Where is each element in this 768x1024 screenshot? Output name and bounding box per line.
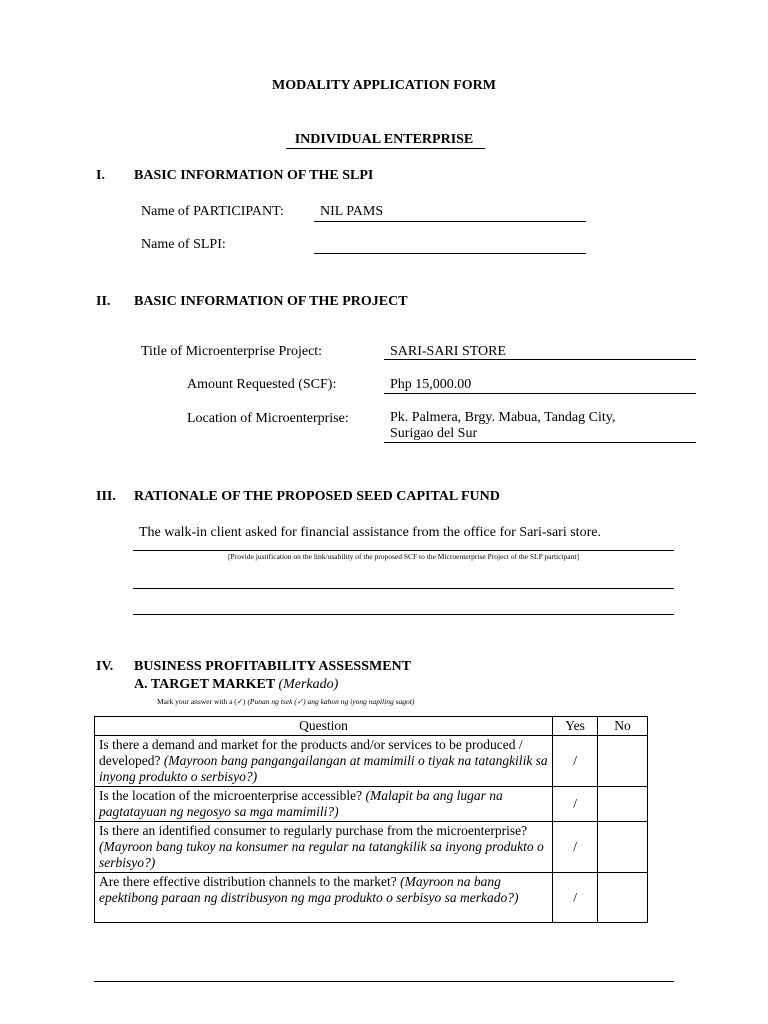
rationale-instruction: [Provide justification on the link/usability of the proposed SCF to the Microenterprise Project of the SLP participant]: [228, 552, 579, 561]
question-text: Is there an identified consumer to regularly purchase from the microenterprise?: [99, 823, 528, 838]
table-row: [95, 787, 648, 822]
rationale-line-3: [133, 614, 674, 615]
question-text: Are there effective distribution channels to the market?: [99, 874, 397, 889]
section-1-number: I.: [96, 168, 105, 183]
question-cell: [95, 736, 553, 787]
section-3-heading: RATIONALE OF THE PROPOSED SEED CAPITAL FUND: [134, 489, 500, 504]
section-2-heading: BASIC INFORMATION OF THE PROJECT: [134, 294, 408, 309]
no-checkbox[interactable]: [598, 873, 648, 923]
question-text-filipino: (Mayroon na bang epektibong paraan ng distribusyon ng mga produkto o serbisyo sa merkado?): [99, 874, 519, 905]
no-checkbox[interactable]: [598, 822, 648, 873]
mark-instruction-fil: (Punan ng tsek (✓) ang kahon ng iyong napiling sagot): [247, 697, 415, 706]
location-field-line-1[interactable]: Pk. Palmera, Brgy. Mabua, Tandag City,: [390, 410, 616, 425]
location-field-line-2[interactable]: Surigao del Sur: [390, 426, 478, 441]
project-title-label: Title of Microenterprise Project:: [141, 344, 323, 359]
question-text: Is there a demand and market for the products and/or services to be produced / developed?: [99, 737, 523, 768]
participant-label: Name of PARTICIPANT:: [141, 204, 284, 219]
participant-underline: [314, 221, 586, 222]
header-yes: Yes: [553, 717, 598, 736]
question-text-filipino: (Mayroon bang pangangailangan at mamimili o tiyak na tatangkilik sa inyong produkto o serbisyo?): [99, 753, 548, 784]
mark-instruction: [157, 697, 414, 706]
rationale-line-1: [133, 550, 674, 551]
form-title: MODALITY APPLICATION FORM: [272, 78, 496, 93]
amount-label: Amount Requested (SCF):: [187, 377, 337, 392]
amount-underline: [384, 393, 696, 394]
amount-field[interactable]: Php 15,000.00: [390, 377, 472, 392]
section-2-number: II.: [96, 294, 111, 309]
no-checkbox[interactable]: [598, 736, 648, 787]
rationale-text[interactable]: The walk-in client asked for financial assistance from the office for Sari-sari store.: [139, 525, 601, 540]
no-checkbox[interactable]: [598, 787, 648, 822]
location-underline: [384, 442, 696, 443]
table-row: [95, 736, 648, 787]
project-title-underline: [384, 359, 696, 360]
yes-checkbox[interactable]: /: [553, 787, 598, 822]
footer-divider: [94, 981, 674, 982]
section-3-number: III.: [96, 489, 116, 504]
table-row: [95, 873, 648, 923]
target-market-filipino: (Merkado): [278, 677, 339, 692]
slpi-label: Name of SLPI:: [141, 237, 226, 252]
target-market-subheading: [134, 677, 338, 693]
question-text-filipino: (Mayroon bang tukoy na konsumer na regular na tatangkilik sa inyong produkto o serbisyo?): [99, 839, 544, 870]
question-cell: [95, 787, 553, 822]
target-market-table: [94, 716, 648, 923]
section-4-heading: BUSINESS PROFITABILITY ASSESSMENT: [134, 659, 411, 674]
table-row: [95, 822, 648, 873]
question-cell: [95, 822, 553, 873]
yes-checkbox[interactable]: /: [553, 873, 598, 923]
yes-checkbox[interactable]: /: [553, 736, 598, 787]
form-subtitle: INDIVIDUAL ENTERPRISE: [294, 132, 474, 147]
table-header-row: [95, 717, 648, 736]
header-no: No: [598, 717, 648, 736]
project-title-field[interactable]: SARI-SARI STORE: [390, 344, 507, 359]
section-4-number: IV.: [96, 659, 114, 674]
question-text-filipino: (Malapit ba ang lugar na pagtatayuan ng negosyo sa mga mamimili?): [99, 788, 503, 819]
target-market-label: A. TARGET MARKET: [134, 677, 275, 692]
question-cell: [95, 873, 553, 923]
participant-field[interactable]: NIL PAMS: [320, 204, 384, 219]
rationale-line-2: [133, 588, 674, 589]
yes-checkbox[interactable]: /: [553, 822, 598, 873]
header-question: Question: [95, 717, 553, 736]
question-text: Is the location of the microenterprise accessible?: [99, 788, 363, 803]
section-1-heading: BASIC INFORMATION OF THE SLPI: [134, 168, 374, 183]
slpi-underline: [314, 253, 586, 254]
subtitle-underline: [286, 148, 485, 149]
location-label: Location of Microenterprise:: [187, 411, 349, 426]
mark-instruction-en: Mark your answer with a (✓): [157, 697, 246, 706]
